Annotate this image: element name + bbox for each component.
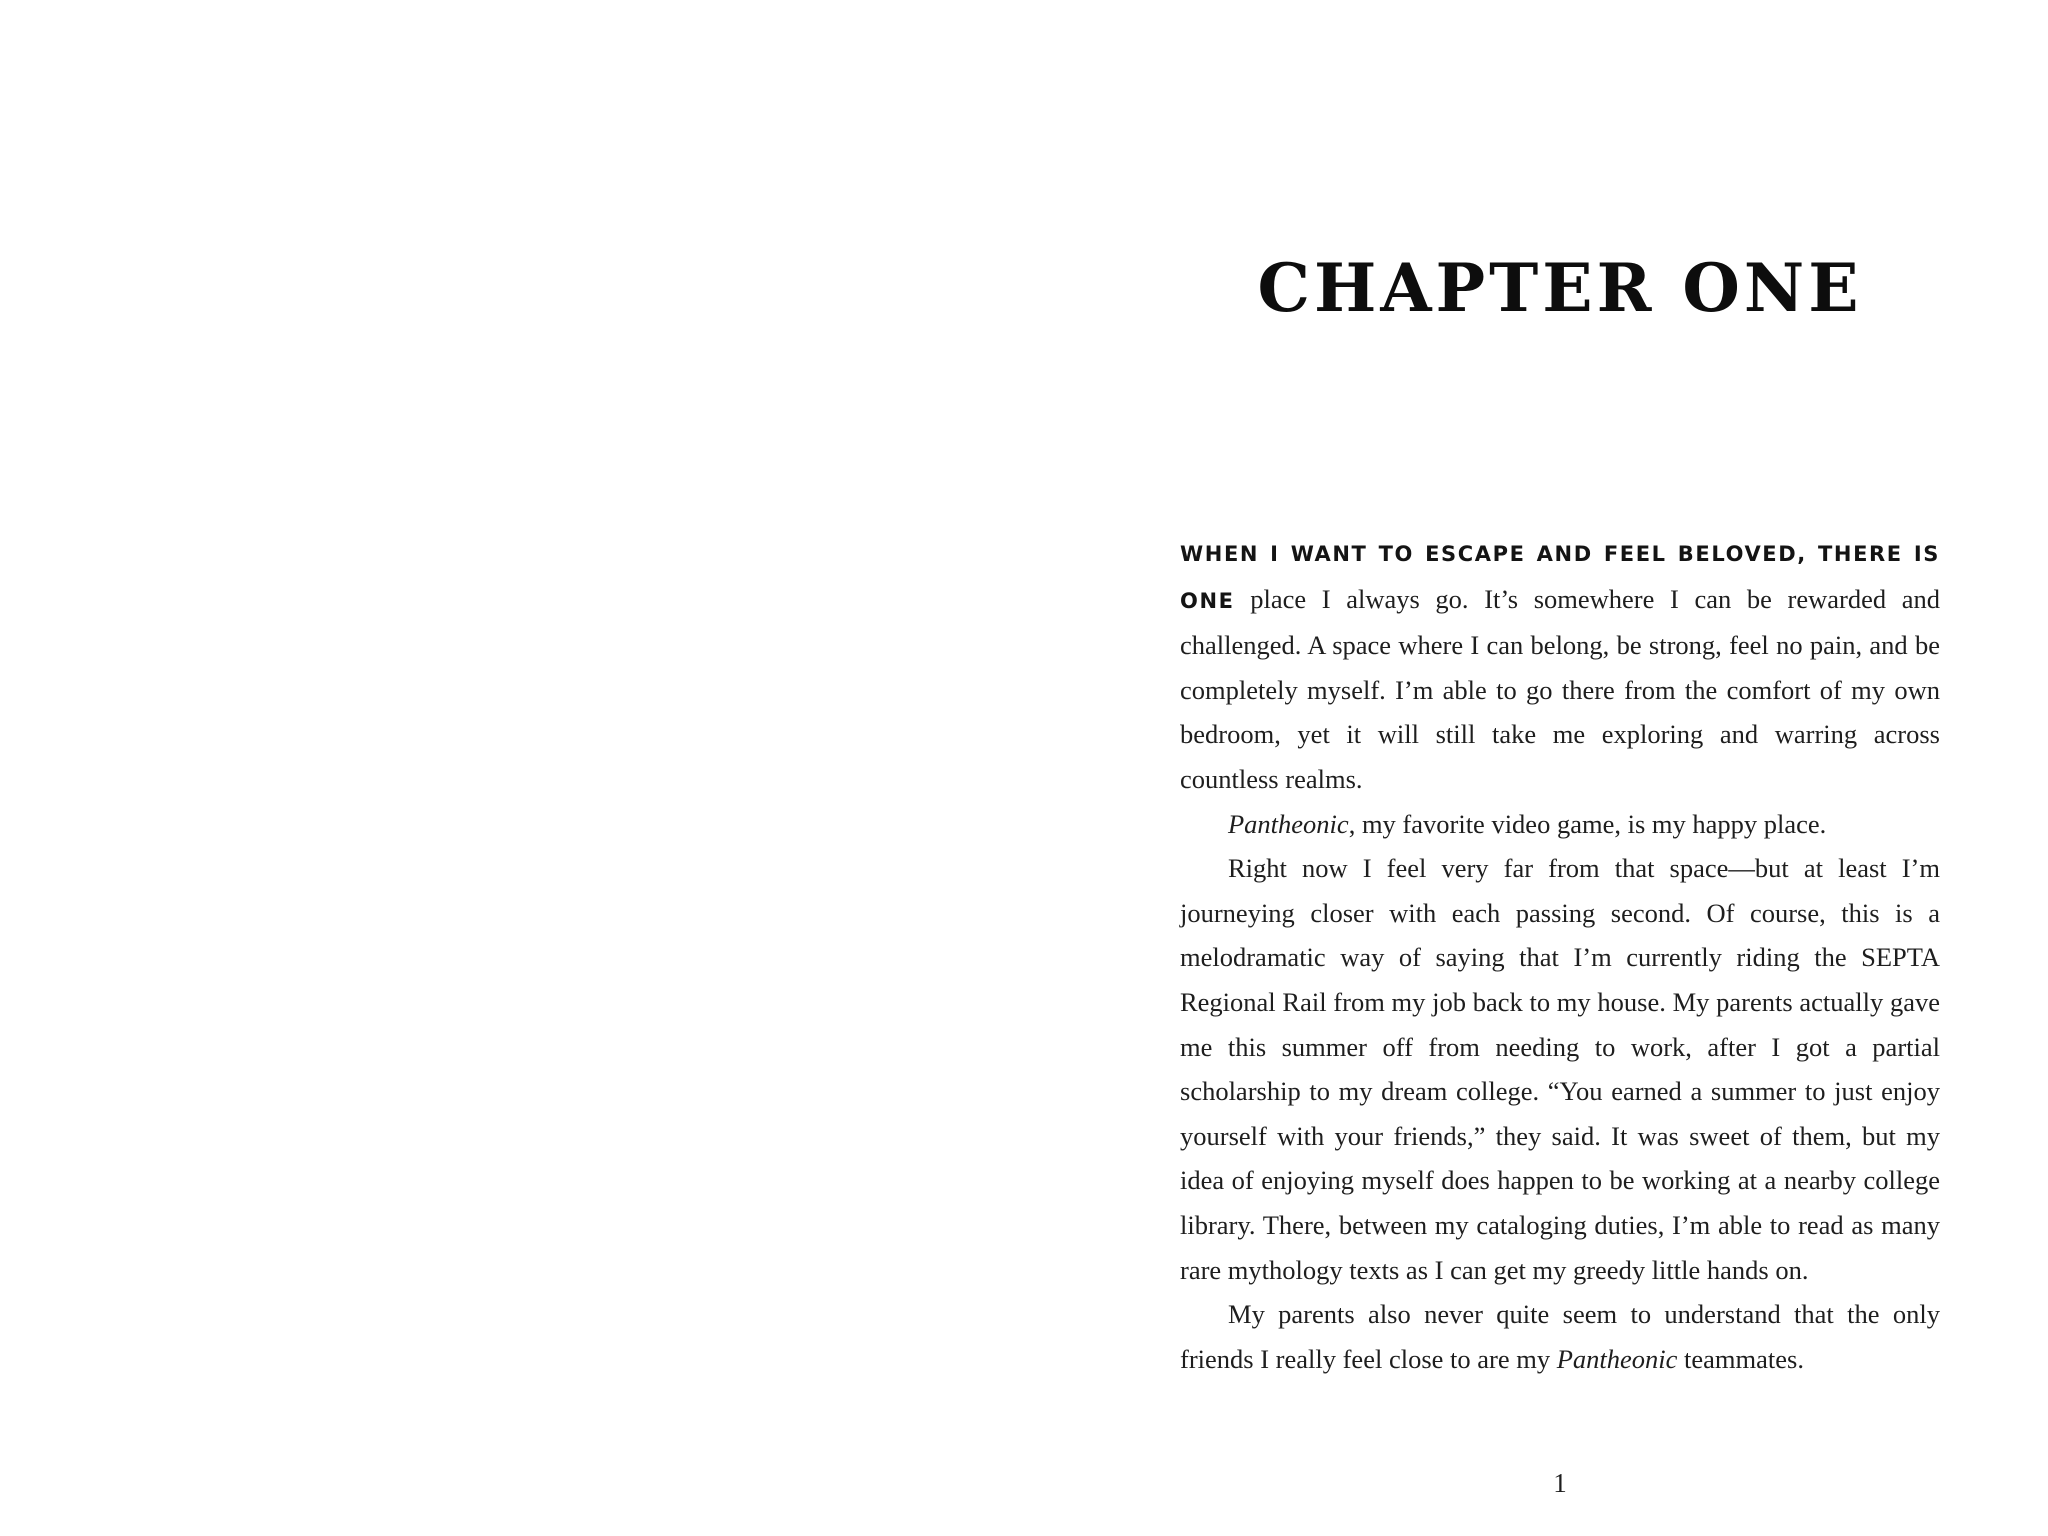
paragraph-1 xyxy=(1180,530,1940,802)
paragraph-3 xyxy=(1180,846,1940,1292)
paragraph-4 xyxy=(1180,1292,1940,1381)
paragraph-3-text: Right now I feel very far from that space—but at least I’m journeying closer with each passing second. Of course, this is a melodramatic way of saying that I’m currently riding the SEPTA Regional Rail from my job back to my house. My parents actually gave me this summer off from needing to work, after I got a partial scholarship to my dream college. “You earned a summer to just enjoy yourself with your friends,” they said. It was sweet of them, but my idea of enjoying myself does happen to be working at a nearby college library. There, between my cataloging duties, I’m able to read as many rare mythology texts as I can get my greedy little hands on. xyxy=(1180,853,1940,1285)
lead-in-small-caps: WHEN I WANT TO ESCAPE AND FEEL BELOVED, THERE IS ONE xyxy=(1180,542,1940,613)
game-title-italic: Pantheonic xyxy=(1556,1343,1678,1374)
page-number: 1 xyxy=(1553,1468,1567,1498)
paragraph-2-text: , my favorite video game, is my happy place. xyxy=(1348,808,1827,839)
paragraph-1-text: place I always go. It’s somewhere I can be rewarded and challenged. A space where I can belong, be strong, feel no pain, and be completely myself. I’m able to go there from the comfort of my own bedroom, yet it will still take me exploring and warring across countless realms. xyxy=(1180,583,1940,794)
chapter-body xyxy=(1180,530,1940,1381)
paragraph-2 xyxy=(1180,802,1940,847)
paragraph-4-text-before: My parents also never quite seem to understand that the only friends I really feel close to are my xyxy=(1180,1299,1940,1374)
paragraph-4-text-after: teammates. xyxy=(1677,1343,1804,1374)
game-title-italic: Pantheonic xyxy=(1228,808,1349,839)
chapter-title: CHAPTER ONE xyxy=(1257,249,1863,327)
